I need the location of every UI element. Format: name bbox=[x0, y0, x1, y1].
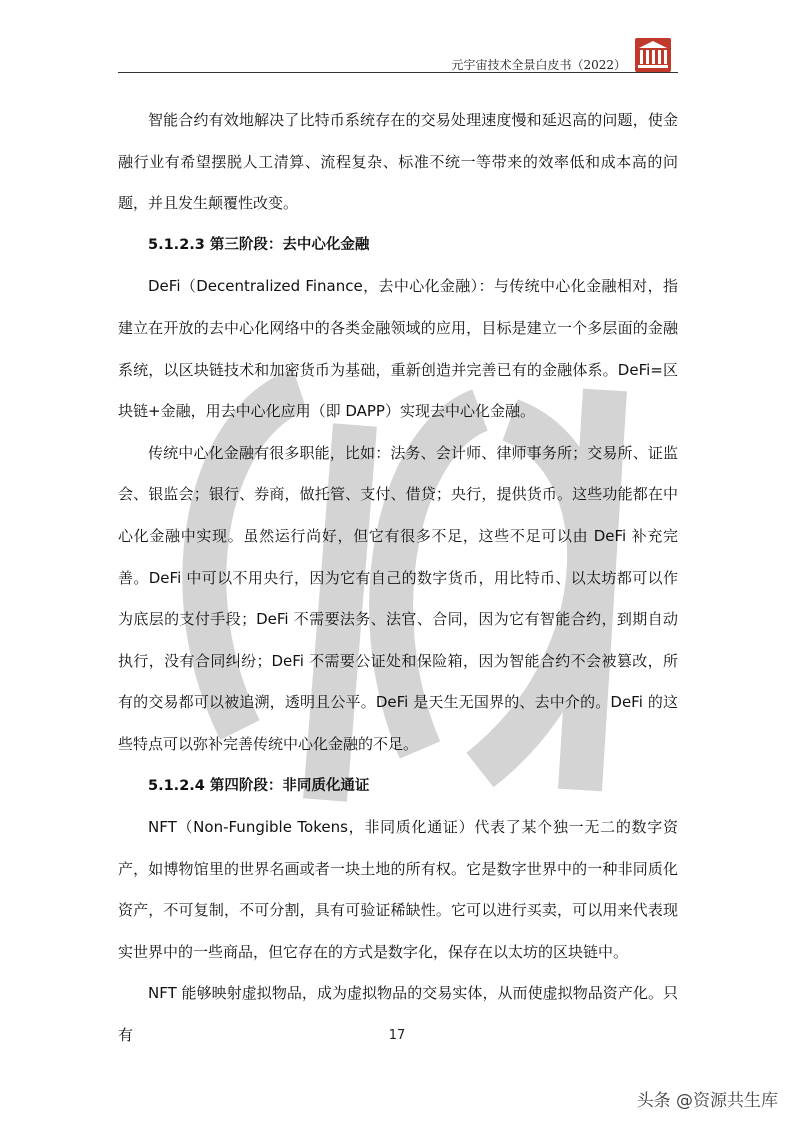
section-heading-defi: 5.1.2.3 第三阶段：去中心化金融 bbox=[148, 236, 370, 253]
paragraph-smart-contracts: 智能合约有效地解决了比特币系统存在的交易处理速度慢和延迟高的问题，使金融行业有希望摆脱人工清算、流程复杂、标准不统一等带来的效率低和成本高的问题，并且发生颠覆性改变。 bbox=[118, 111, 678, 213]
paragraph-nft-definition: NFT（Non-Fungible Tokens，非同质化通证）代表了某个独一无二的数字资产，如博物馆里的世界名画或者一块土地的所有权。它是数字世界中的一种非同质化资产，不可复制，不可分割，具有可验证稀缺性。它可以进行买卖，可以用来代表现实世界中的一些商品，但它存在的方式是数字化，保存在以太坊的区块链中。 bbox=[118, 818, 678, 961]
paragraph-nft-mapping: NFT 能够映射虚拟物品，成为虚拟物品的交易实体，从而使虚拟物品资产化。只有 bbox=[118, 984, 678, 1045]
section-heading-nft: 5.1.2.4 第四阶段：非同质化通证 bbox=[148, 777, 370, 794]
cicdi-logo-icon bbox=[635, 38, 671, 72]
paragraph-traditional-finance: 传统中心化金融有很多职能，比如：法务、会计师、律师事务所；交易所、证监会、银监会；银行、券商，做托管、支付、借贷；央行，提供货币。这些功能都在中心化金融中实现。虽然运行尚好，但它有很多不足，这些不足可以由 DeFi 补充完善。DeFi 中可以不用央行，因为它有自己的数字货币，用比特币、以太坊都可以作为底层的支付手段；DeFi 不需要法务、法官、合同，因为它有智能合约，到期自动执行，没有合同纠纷；DeFi 不需要公证处和保险箱，因为智能合约不会被篡改，所有的交易都可以被追溯，透明且公平。DeFi 是天生无国界的、去中介的。DeFi 的这些特点可以弥补完善传统中心化金融的不足。 bbox=[118, 443, 678, 753]
paragraph-defi-definition: DeFi（Decentralized Finance，去中心化金融）：与传统中心化金融相对，指建立在开放的去中心化网络中的各类金融领域的应用，目标是建立一个多层面的金融系统，以区块链技术和加密货币为基础，重新创造并完善已有的金融体系。DeFi=区块链+金融，用去中心化应用（即 DAPP）实现去中心化金融。 bbox=[118, 277, 678, 421]
source-attribution: 头条 @资源共生库 bbox=[636, 1091, 778, 1111]
page-number: 17 bbox=[388, 1028, 406, 1043]
document-body bbox=[118, 100, 678, 1057]
document-header-title: 元宇宙技术全景白皮书（2022） bbox=[451, 58, 626, 72]
header-divider bbox=[118, 72, 678, 73]
